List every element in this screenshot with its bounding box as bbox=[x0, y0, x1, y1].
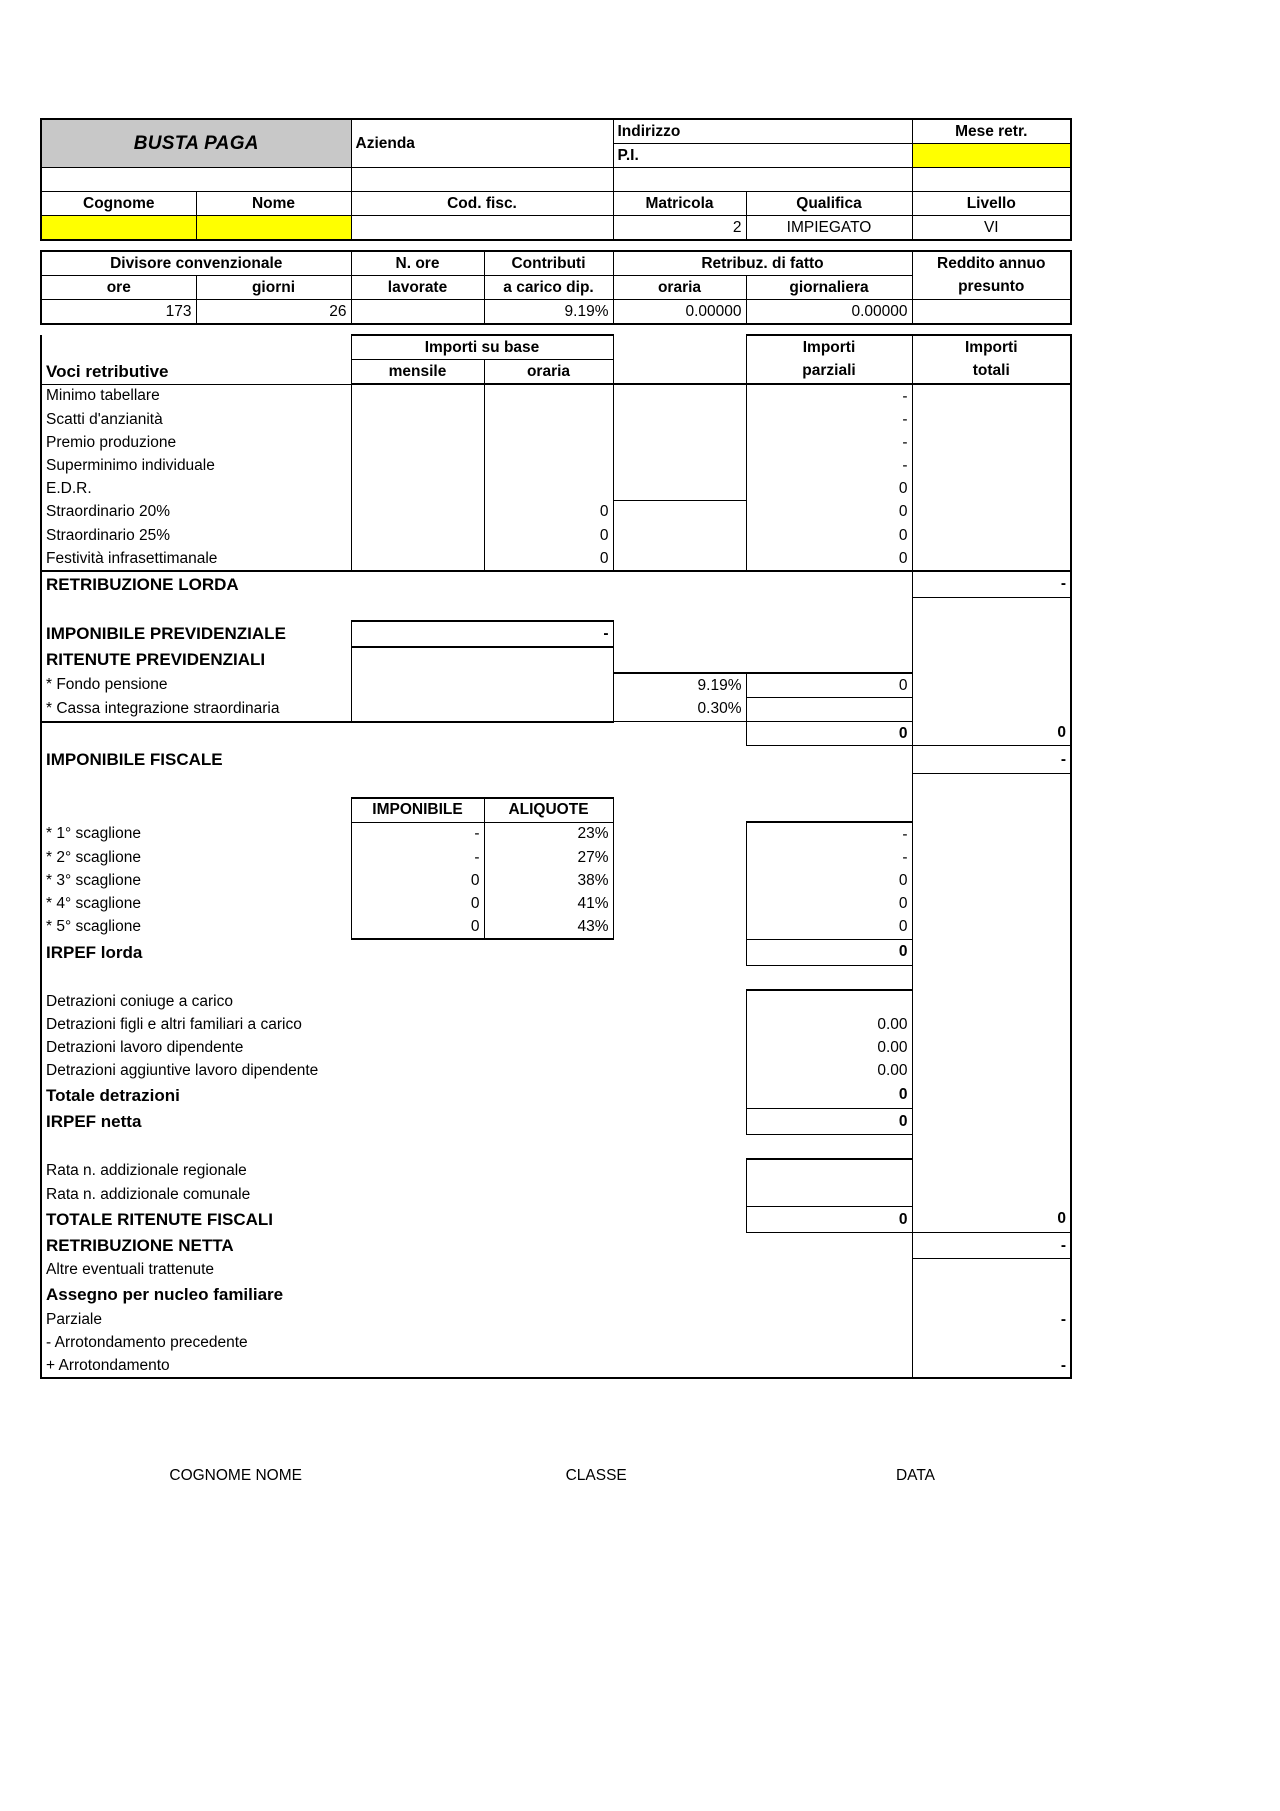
blank-row-2 bbox=[41, 774, 1071, 798]
detrazione-label: Detrazioni figli e altri familiari a carico bbox=[41, 1014, 613, 1037]
fondo-pensione-perc[interactable]: 9.19% bbox=[613, 673, 746, 698]
voce-totale[interactable] bbox=[912, 454, 1071, 477]
voce-mensile[interactable] bbox=[351, 454, 484, 477]
footer-cognome-nome: COGNOME NOME bbox=[169, 1467, 302, 1484]
blank-right bbox=[912, 597, 1071, 621]
arrot-label: + Arrotondamento bbox=[41, 1354, 746, 1378]
voce-label: Minimo tabellare bbox=[41, 384, 351, 408]
rp-blank bbox=[351, 647, 613, 673]
table-row bbox=[41, 869, 1071, 892]
sc-blank bbox=[41, 798, 351, 823]
detrazione-value[interactable]: 0.00 bbox=[746, 1037, 912, 1060]
voce-mensile[interactable] bbox=[351, 547, 484, 571]
group-contributi: Contributi bbox=[484, 251, 613, 276]
sc-gap bbox=[613, 822, 746, 846]
addizionale-comunale-value[interactable] bbox=[746, 1183, 912, 1207]
scaglione-parziale[interactable]: - bbox=[746, 822, 912, 846]
arrot-prec-label: - Arrotondamento precedente bbox=[41, 1331, 746, 1354]
voce-mid[interactable] bbox=[613, 408, 746, 431]
ritenute-prev-total-row bbox=[41, 722, 1071, 746]
voce-oraria[interactable]: 0 bbox=[484, 547, 613, 571]
imponibile-fiscale-label: IMPONIBILE FISCALE bbox=[41, 746, 746, 774]
voce-oraria[interactable]: 0 bbox=[484, 501, 613, 525]
scaglione-label: * 4° scaglione bbox=[41, 892, 351, 915]
sub-lavorate: lavorate bbox=[351, 276, 484, 300]
col-aliquote: ALIQUOTE bbox=[484, 798, 613, 823]
blank-row-3 bbox=[41, 965, 1071, 990]
blank-right-4 bbox=[912, 1135, 1071, 1160]
footer-classe: CLASSE bbox=[565, 1467, 627, 1484]
voce-parziale[interactable]: 0 bbox=[746, 477, 912, 501]
payslip-sheet bbox=[40, 118, 1070, 1379]
pz-gap bbox=[746, 1308, 912, 1331]
in-gap bbox=[613, 1109, 746, 1135]
fp-blank bbox=[351, 673, 613, 698]
totale-ritenute-totale: 0 bbox=[912, 1207, 1071, 1233]
voce-parziale[interactable]: 0 bbox=[746, 547, 912, 571]
value-cognome[interactable] bbox=[41, 216, 196, 241]
sc-gap2 bbox=[912, 915, 1071, 939]
scaglione-parziale[interactable]: 0 bbox=[746, 869, 912, 892]
arrotondamento-precedente-row bbox=[41, 1331, 1071, 1354]
voce-mid[interactable] bbox=[613, 431, 746, 454]
table-row bbox=[41, 454, 1071, 477]
irpef-netta-row bbox=[41, 1109, 1071, 1135]
voce-oraria[interactable]: 0 bbox=[484, 524, 613, 547]
scaglione-imponibile[interactable]: - bbox=[351, 846, 484, 869]
altre-trattenute-value[interactable] bbox=[912, 1259, 1071, 1283]
scaglione-label: * 3° scaglione bbox=[41, 869, 351, 892]
blank-mid-4 bbox=[746, 1135, 912, 1160]
body-table bbox=[40, 334, 1072, 1379]
ac-gap bbox=[613, 1183, 746, 1207]
parziale-row bbox=[41, 1308, 1071, 1331]
group-divisore: Divisore convenzionale bbox=[41, 251, 351, 276]
imponibile-fiscale-value: - bbox=[912, 746, 1071, 774]
altre-trattenute-label: Altre eventuali trattenute bbox=[41, 1259, 746, 1283]
trf-gap bbox=[613, 1207, 746, 1233]
totale-ritenute-parziale: 0 bbox=[746, 1207, 912, 1233]
sc-gap bbox=[613, 915, 746, 939]
voce-parziale[interactable]: 0 bbox=[746, 501, 912, 525]
scaglione-parziale[interactable]: 0 bbox=[746, 892, 912, 915]
value-matricola[interactable]: 2 bbox=[613, 216, 746, 241]
addizionale-comunale-row bbox=[41, 1183, 1071, 1207]
value-retrib-giornaliera[interactable]: 0.00000 bbox=[746, 300, 912, 325]
ritenute-prev-totale: 0 bbox=[912, 722, 1071, 746]
det-gap bbox=[613, 990, 746, 1014]
parziale-value: - bbox=[912, 1308, 1071, 1331]
sc-gap2 bbox=[912, 892, 1071, 915]
table-row bbox=[41, 408, 1071, 431]
scaglioni-header-row bbox=[41, 798, 1071, 823]
table-row bbox=[41, 915, 1071, 939]
value-giorni[interactable]: 26 bbox=[196, 300, 351, 325]
altre-trattenute-row bbox=[41, 1259, 1071, 1283]
detrazione-value[interactable]: 0.00 bbox=[746, 1014, 912, 1037]
ao-gap bbox=[746, 1354, 912, 1378]
voce-oraria[interactable] bbox=[484, 477, 613, 501]
scaglione-aliquota[interactable]: 27% bbox=[484, 846, 613, 869]
voce-mensile[interactable] bbox=[351, 477, 484, 501]
fondo-pensione-value[interactable]: 0 bbox=[746, 673, 912, 698]
value-qualifica[interactable]: IMPIEGATO bbox=[746, 216, 912, 241]
voce-totale[interactable] bbox=[912, 477, 1071, 501]
ritenute-previdenziali-row bbox=[41, 647, 1071, 673]
at-gap bbox=[746, 1259, 912, 1283]
addizionale-regionale-label: Rata n. addizionale regionale bbox=[41, 1159, 613, 1183]
page-footer bbox=[40, 1467, 1070, 1485]
voci-blank bbox=[41, 335, 351, 360]
group-reddito-l2: presunto bbox=[912, 276, 1071, 300]
table-row bbox=[41, 1014, 1071, 1037]
scaglione-aliquota[interactable]: 38% bbox=[484, 869, 613, 892]
voce-label: Scatti d'anzianità bbox=[41, 408, 351, 431]
voce-label: Straordinario 25% bbox=[41, 524, 351, 547]
voce-totale[interactable] bbox=[912, 524, 1071, 547]
retribuzione-netta-value: - bbox=[912, 1233, 1071, 1259]
voce-label: E.D.R. bbox=[41, 477, 351, 501]
parameters-group-row bbox=[41, 251, 1071, 276]
scaglione-imponibile[interactable]: 0 bbox=[351, 915, 484, 939]
il-spacer bbox=[613, 939, 746, 965]
mese-retr-spacer bbox=[912, 168, 1071, 192]
spacer-left bbox=[41, 168, 351, 192]
det-gap2 bbox=[912, 990, 1071, 1014]
sc-gap2 bbox=[912, 869, 1071, 892]
scaglione-parziale[interactable]: 0 bbox=[746, 915, 912, 939]
section-gap-2 bbox=[40, 325, 1070, 334]
table-row bbox=[41, 846, 1071, 869]
an-gap bbox=[746, 1282, 912, 1308]
voce-mensile[interactable] bbox=[351, 408, 484, 431]
table-row bbox=[41, 384, 1071, 408]
in-gap2 bbox=[912, 1109, 1071, 1135]
voce-totale[interactable] bbox=[912, 384, 1071, 408]
irpef-netta-label: IRPEF netta bbox=[41, 1109, 613, 1135]
sub-ore: ore bbox=[41, 276, 196, 300]
imponibile-fiscale-row bbox=[41, 746, 1071, 774]
ip-spacer2 bbox=[746, 621, 912, 647]
header-table bbox=[40, 118, 1072, 241]
sc-gap2 bbox=[912, 822, 1071, 846]
parziale-label: Parziale bbox=[41, 1308, 746, 1331]
ip-spacer bbox=[613, 621, 746, 647]
table-row bbox=[41, 477, 1071, 501]
blank-right-2 bbox=[912, 774, 1071, 798]
blank-left-4 bbox=[41, 1135, 746, 1160]
scaglione-imponibile[interactable]: 0 bbox=[351, 869, 484, 892]
table-row bbox=[41, 547, 1071, 571]
voce-parziale[interactable]: - bbox=[746, 454, 912, 477]
irpef-lorda-row bbox=[41, 939, 1071, 965]
value-retrib-oraria[interactable]: 0.00000 bbox=[613, 300, 746, 325]
fondo-pensione-label: * Fondo pensione bbox=[41, 673, 351, 698]
cassa-integrazione-perc[interactable]: 0.30% bbox=[613, 698, 746, 722]
importi-su-base-row bbox=[41, 335, 1071, 360]
addizionale-regionale-row bbox=[41, 1159, 1071, 1183]
ar-gap2 bbox=[912, 1159, 1071, 1183]
ritenute-previdenziali-label: RITENUTE PREVIDENZIALI bbox=[41, 647, 351, 673]
td-gap2 bbox=[912, 1083, 1071, 1109]
retribuzione-lorda-row bbox=[41, 571, 1071, 597]
rp-spacer3 bbox=[912, 647, 1071, 673]
value-ore[interactable]: 173 bbox=[41, 300, 196, 325]
imponibile-previdenziale-value: - bbox=[351, 621, 613, 647]
table-row bbox=[41, 1060, 1071, 1083]
totale-detrazioni-value: 0 bbox=[746, 1083, 912, 1109]
voce-mid[interactable] bbox=[613, 524, 746, 547]
scaglione-imponibile[interactable]: 0 bbox=[351, 892, 484, 915]
blank-right-3 bbox=[912, 965, 1071, 990]
importi-parziali-l2: parziali bbox=[746, 360, 912, 385]
group-retribuz: Retribuz. di fatto bbox=[613, 251, 912, 276]
table-row bbox=[41, 892, 1071, 915]
voce-parziale[interactable]: - bbox=[746, 431, 912, 454]
ar-gap bbox=[613, 1159, 746, 1183]
employee-header-row bbox=[41, 192, 1071, 216]
scaglione-aliquota[interactable]: 23% bbox=[484, 822, 613, 846]
totale-ritenute-fiscali-row bbox=[41, 1207, 1071, 1233]
retribuzione-netta-row bbox=[41, 1233, 1071, 1259]
arrot-value: - bbox=[912, 1354, 1071, 1378]
footer-data: DATA bbox=[895, 1467, 935, 1484]
sc-gap2 bbox=[912, 846, 1071, 869]
addizionale-regionale-value[interactable] bbox=[746, 1159, 912, 1183]
voce-label: Premio produzione bbox=[41, 431, 351, 454]
pi-label[interactable]: P.I. bbox=[613, 144, 912, 168]
blank-mid-3 bbox=[746, 965, 912, 990]
scaglione-aliquota[interactable]: 43% bbox=[484, 915, 613, 939]
il-spacer2 bbox=[912, 939, 1071, 965]
voci-retributive-header-row bbox=[41, 360, 1071, 385]
sc-spacer bbox=[613, 798, 746, 823]
voce-totale[interactable] bbox=[912, 431, 1071, 454]
table-row bbox=[41, 431, 1071, 454]
voce-totale[interactable] bbox=[912, 547, 1071, 571]
value-reddito-annuo[interactable] bbox=[912, 300, 1071, 325]
voce-mensile[interactable] bbox=[351, 384, 484, 408]
voce-parziale[interactable]: 0 bbox=[746, 524, 912, 547]
voce-mensile[interactable] bbox=[351, 524, 484, 547]
retribuzione-lorda-label: RETRIBUZIONE LORDA bbox=[41, 571, 746, 597]
arrot-prec-value[interactable] bbox=[912, 1331, 1071, 1354]
importi-su-base-label: Importi su base bbox=[351, 335, 613, 360]
assegno-nucleo-row bbox=[41, 1282, 1071, 1308]
blank-row-1 bbox=[41, 597, 1071, 621]
parameters-table bbox=[40, 250, 1072, 325]
detrazione-label: Detrazioni coniuge a carico bbox=[41, 990, 613, 1014]
voce-totale[interactable] bbox=[912, 501, 1071, 525]
det-gap2 bbox=[912, 1014, 1071, 1037]
col-header-livello: Livello bbox=[912, 192, 1071, 216]
table-row bbox=[41, 524, 1071, 547]
header-row-1 bbox=[41, 119, 1071, 144]
blank-row-4 bbox=[41, 1135, 1071, 1160]
value-nome[interactable] bbox=[196, 216, 351, 241]
rl-spacer bbox=[746, 571, 912, 597]
col-header-matricola: Matricola bbox=[613, 192, 746, 216]
retribuzione-lorda-value: - bbox=[912, 571, 1071, 597]
ip-spacer3 bbox=[912, 621, 1071, 647]
scaglione-imponibile[interactable]: - bbox=[351, 822, 484, 846]
voce-label: Festività infrasettimanale bbox=[41, 547, 351, 571]
detrazione-label: Detrazioni aggiuntive lavoro dipendente bbox=[41, 1060, 613, 1083]
totale-detrazioni-label: Totale detrazioni bbox=[41, 1083, 613, 1109]
imponibile-previdenziale-label: IMPONIBILE PREVIDENZIALE bbox=[41, 621, 351, 647]
col-header-codfisc: Cod. fisc. bbox=[351, 192, 613, 216]
rp-spacer bbox=[613, 647, 746, 673]
totale-ritenute-fiscali-label: TOTALE RITENUTE FISCALI bbox=[41, 1207, 613, 1233]
sc-spacer3 bbox=[912, 798, 1071, 823]
voce-mid[interactable] bbox=[613, 501, 746, 525]
value-codfisc[interactable] bbox=[351, 216, 613, 241]
mese-retr-label: Mese retr. bbox=[912, 119, 1071, 144]
if-spacer bbox=[746, 746, 912, 774]
rn-gap bbox=[746, 1233, 912, 1259]
group-nore: N. ore bbox=[351, 251, 484, 276]
value-livello[interactable]: VI bbox=[912, 216, 1071, 241]
cassa-integrazione-value[interactable] bbox=[746, 698, 912, 722]
det-gap bbox=[613, 1037, 746, 1060]
detrazione-label: Detrazioni lavoro dipendente bbox=[41, 1037, 613, 1060]
section-gap-1 bbox=[40, 241, 1070, 250]
col-oraria: oraria bbox=[484, 360, 613, 385]
rpt-blank bbox=[41, 722, 613, 746]
importi-parziali-l1: Importi bbox=[746, 335, 912, 360]
voce-oraria[interactable] bbox=[484, 454, 613, 477]
scaglione-label: * 2° scaglione bbox=[41, 846, 351, 869]
ritenute-prev-parziale: 0 bbox=[746, 722, 912, 746]
irpef-lorda-value: 0 bbox=[746, 939, 912, 965]
parameters-sub-row bbox=[41, 276, 1071, 300]
col-header-qualifica: Qualifica bbox=[746, 192, 912, 216]
voce-parziale[interactable]: - bbox=[746, 384, 912, 408]
blank-left bbox=[41, 597, 912, 621]
group-reddito-l1: Reddito annuo bbox=[912, 251, 1071, 276]
voce-label: Straordinario 20% bbox=[41, 501, 351, 525]
scaglione-parziale[interactable]: - bbox=[746, 846, 912, 869]
totale-detrazioni-row bbox=[41, 1083, 1071, 1109]
col-imponibile: IMPONIBILE bbox=[351, 798, 484, 823]
sc-spacer2 bbox=[746, 798, 912, 823]
ci-blank bbox=[351, 698, 613, 722]
voce-mid[interactable] bbox=[613, 477, 746, 501]
sub-giorni: giorni bbox=[196, 276, 351, 300]
irpef-netta-value: 0 bbox=[746, 1109, 912, 1135]
sc-gap bbox=[613, 869, 746, 892]
voce-oraria[interactable] bbox=[484, 384, 613, 408]
sc-gap bbox=[613, 846, 746, 869]
cassa-integrazione-row bbox=[41, 698, 1071, 722]
det-gap2 bbox=[912, 1060, 1071, 1083]
sub-giornaliera: giornaliera bbox=[746, 276, 912, 300]
voce-label: Superminimo individuale bbox=[41, 454, 351, 477]
col-header-cognome: Cognome bbox=[41, 192, 196, 216]
busta-paga-title: BUSTA PAGA bbox=[41, 119, 351, 168]
det-gap bbox=[613, 1060, 746, 1083]
voce-mid[interactable] bbox=[613, 454, 746, 477]
sub-oraria: oraria bbox=[613, 276, 746, 300]
arrotondamento-row bbox=[41, 1354, 1071, 1378]
sc-gap bbox=[613, 892, 746, 915]
body-spacer-a bbox=[613, 335, 746, 360]
detrazione-value[interactable] bbox=[746, 990, 912, 1014]
ac-gap2 bbox=[912, 1183, 1071, 1207]
scaglione-aliquota[interactable]: 41% bbox=[484, 892, 613, 915]
value-lavorate[interactable] bbox=[351, 300, 484, 325]
rpt-spacer bbox=[613, 722, 746, 746]
table-row bbox=[41, 822, 1071, 846]
voce-mensile[interactable] bbox=[351, 431, 484, 454]
voce-mid[interactable] bbox=[613, 384, 746, 408]
voce-parziale[interactable]: - bbox=[746, 408, 912, 431]
voce-mid[interactable] bbox=[613, 547, 746, 571]
scaglione-label: * 1° scaglione bbox=[41, 822, 351, 846]
imponibile-previdenziale-row bbox=[41, 621, 1071, 647]
sub-carico-dip: a carico dip. bbox=[484, 276, 613, 300]
table-row bbox=[41, 1037, 1071, 1060]
col-mensile: mensile bbox=[351, 360, 484, 385]
addizionale-comunale-label: Rata n. addizionale comunale bbox=[41, 1183, 613, 1207]
irpef-lorda-label: IRPEF lorda bbox=[41, 939, 613, 965]
voce-oraria[interactable] bbox=[484, 408, 613, 431]
fp-spacer bbox=[912, 673, 1071, 698]
header-row-3 bbox=[41, 168, 1071, 192]
ci-spacer bbox=[912, 698, 1071, 722]
parameters-value-row bbox=[41, 300, 1071, 325]
det-gap bbox=[613, 1014, 746, 1037]
azienda-label: Azienda bbox=[351, 119, 613, 168]
voce-mensile[interactable] bbox=[351, 501, 484, 525]
blank-left-2 bbox=[41, 774, 912, 798]
voce-oraria[interactable] bbox=[484, 431, 613, 454]
col-header-nome: Nome bbox=[196, 192, 351, 216]
mese-retr-value[interactable] bbox=[912, 144, 1071, 168]
importi-totali-l1: Importi bbox=[912, 335, 1071, 360]
retribuzione-netta-label: RETRIBUZIONE NETTA bbox=[41, 1233, 746, 1259]
blank-left-3 bbox=[41, 965, 746, 990]
assegno-nucleo-value[interactable] bbox=[912, 1282, 1071, 1308]
scaglione-label: * 5° scaglione bbox=[41, 915, 351, 939]
detrazione-value[interactable]: 0.00 bbox=[746, 1060, 912, 1083]
body-spacer-b bbox=[613, 360, 746, 385]
td-gap bbox=[613, 1083, 746, 1109]
fondo-pensione-row bbox=[41, 673, 1071, 698]
importi-totali-l2: totali bbox=[912, 360, 1071, 385]
voce-totale[interactable] bbox=[912, 408, 1071, 431]
voci-retributive-label: Voci retributive bbox=[41, 360, 351, 385]
rp-spacer2 bbox=[746, 647, 912, 673]
employee-value-row bbox=[41, 216, 1071, 241]
value-contributi[interactable]: 9.19% bbox=[484, 300, 613, 325]
ap-gap bbox=[746, 1331, 912, 1354]
indirizzo-value[interactable] bbox=[613, 168, 912, 192]
indirizzo-label: Indirizzo bbox=[613, 119, 912, 144]
cassa-integrazione-label: * Cassa integrazione straordinaria bbox=[41, 698, 351, 722]
table-row bbox=[41, 501, 1071, 525]
table-row bbox=[41, 990, 1071, 1014]
det-gap2 bbox=[912, 1037, 1071, 1060]
azienda-value[interactable] bbox=[351, 168, 613, 192]
assegno-nucleo-label: Assegno per nucleo familiare bbox=[41, 1282, 746, 1308]
